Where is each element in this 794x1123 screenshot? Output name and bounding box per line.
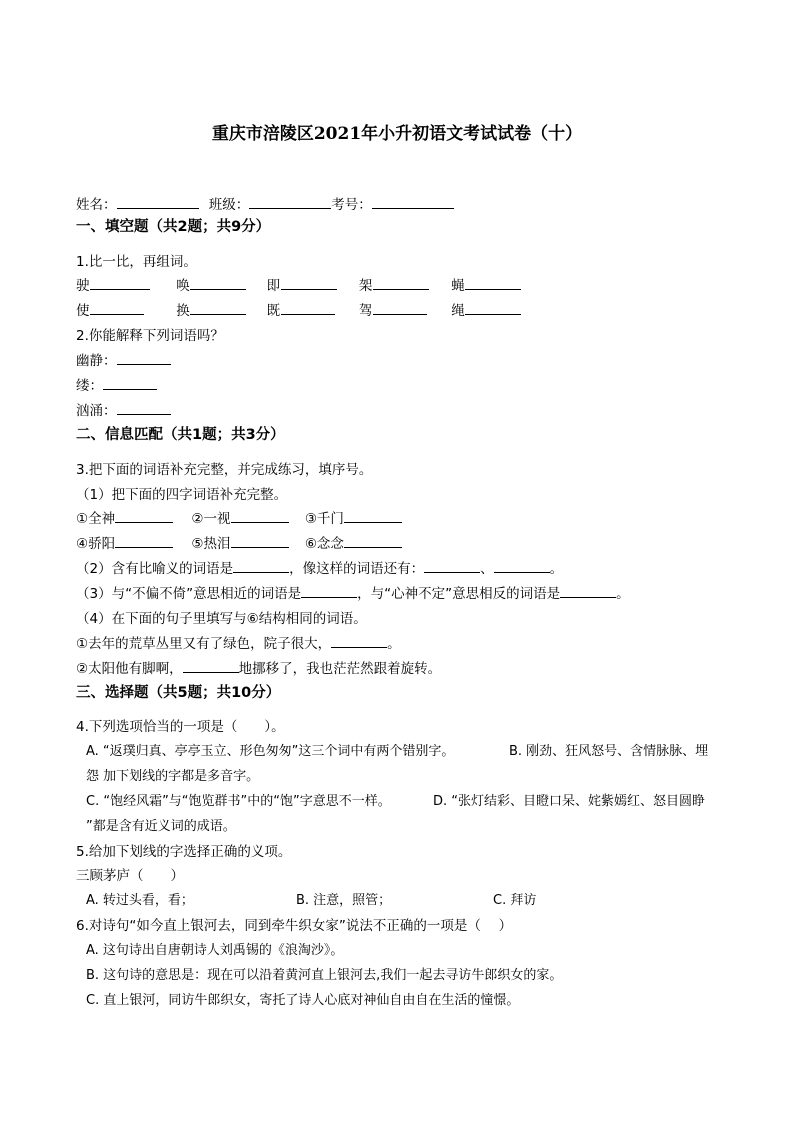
q4-option-b-continued: 怨 加下划线的字都是多音字。 [86,769,260,784]
q2-item [76,399,171,419]
q1-blank[interactable] [281,275,337,290]
q2-blank[interactable] [117,350,171,365]
q3-blank[interactable] [494,558,550,573]
q3-part-1: （1）把下面的四字词语补充完整。 [76,487,288,503]
q5-stem: 5.给加下划线的字选择正确的义项。 [76,844,292,860]
q1-char: 绳 [451,303,465,319]
q4-option-d[interactable]: D. “张灯结彩、目瞪口呆、姹紫嫣红、怒目圆睁 [433,794,706,809]
q3-blank[interactable] [301,583,357,598]
q3-row-2 [76,532,402,552]
q3-text: ②太阳他有脚啊， [76,661,183,677]
q4-option-d-continued: ”都是含有近义词的成语。 [86,819,236,834]
q3-text: 。 [616,586,630,602]
q3-word: ⑥念念 [304,536,344,552]
q3-word: ①全神 [76,511,116,527]
q1-char: 既 [266,303,281,319]
q3-blank[interactable] [231,533,289,548]
q4-option-c[interactable]: C. “饱经风霜”与“饱览群书”中的“饱”字意思不一样。 [86,794,391,809]
q3-blank[interactable] [344,508,402,523]
q3-word: ③千门 [304,511,344,527]
q1-row-1 [76,274,521,294]
q6-option-c[interactable]: C. 直上银河，同访牛郎织女，寄托了诗人心底对神仙自由自在生活的憧憬。 [86,993,520,1008]
q3-text: ，像这样的词语还有： [289,561,425,577]
q3-blank[interactable] [344,533,402,548]
q3-blank[interactable] [331,633,387,648]
q5-option-a[interactable]: A. 转过头看，看； [86,893,194,908]
q1-blank[interactable] [281,300,335,315]
name-blank[interactable] [117,194,199,209]
section-heading-1: 一、填空题（共2题；共9分） [76,219,271,235]
q3-blank[interactable] [183,658,239,673]
q3-text: （2）含有比喻义的词语是 [76,561,234,577]
q3-row-1 [76,507,402,527]
q3-blank[interactable] [424,558,480,573]
q1-blank[interactable] [190,275,246,290]
q1-char: 蝇 [451,278,465,294]
q1-char: 唤 [176,278,190,294]
number-label: 考号： [331,197,372,213]
q3-text: （3）与“不偏不倚”意思相近的词语是 [76,586,302,602]
q5-phrase: 三顾茅庐（ ） [76,868,184,884]
student-info-row [76,193,454,213]
q3-sentence-2 [76,657,441,677]
q2-blank[interactable] [117,400,171,415]
q2-item [76,374,157,394]
q1-blank[interactable] [90,300,144,315]
q3-blank[interactable] [115,533,173,548]
q1-char: 使 [76,303,90,319]
q2-word: 汹涌： [76,403,117,419]
q2-stem: 2.你能解释下列词语吗？ [76,328,224,344]
q6-option-a[interactable]: A. 这句诗出自唐朝诗人刘禹锡的《浪淘沙》。 [86,943,344,958]
q3-part-2 [76,557,563,577]
q3-blank[interactable] [233,558,289,573]
q3-word: ②一视 [191,511,231,527]
class-blank[interactable] [249,194,331,209]
q6-option-b[interactable]: B. 这句诗的意思是：现在可以沿着黄河直上银河去,我们一起去寻访牛郎织女的家。 [86,968,563,983]
q1-blank[interactable] [90,275,150,290]
q3-blank[interactable] [231,508,289,523]
q3-text: ，与“心神不定”意思相反的词语是 [357,586,561,602]
q1-char: 驶 [76,278,90,294]
section-heading-2: 二、信息匹配（共1题；共3分） [76,427,285,443]
q1-char: 架 [358,278,373,294]
q2-blank[interactable] [103,375,157,390]
section-heading-3: 三、选择题（共5题；共10分） [76,685,281,701]
class-label: 班级： [208,197,250,213]
q3-part-3 [76,582,630,602]
q2-word: 缕： [76,378,103,394]
page-title: 重庆市涪陵区2021年小升初语文考试试卷（十） [211,124,583,144]
q6-stem: 6.对诗句“如今直上银河去，同到牵牛织女家”说法不正确的一项是（ ） [76,918,513,934]
q3-blank[interactable] [560,583,616,598]
q2-item [76,349,171,369]
q4-option-a[interactable]: A. “返璞归真、亭亭玉立、形色匆匆”这三个词中有两个错别字。 [86,744,455,759]
q1-stem: 1.比一比，再组词。 [76,254,197,270]
q1-char: 驾 [358,303,373,319]
q3-word: ④骄阳 [76,536,116,552]
q1-blank[interactable] [190,300,246,315]
q4-stem: 4.下列选项恰当的一项是（ ）。 [76,719,285,735]
q3-sentence-1 [76,632,401,652]
q1-blank[interactable] [465,300,521,315]
q1-blank[interactable] [465,275,521,290]
q2-word: 幽静： [76,353,117,369]
q3-text: 地挪移了，我也茫茫然跟着旋转。 [238,661,442,677]
q5-option-c[interactable]: C. 拜访 [493,893,537,908]
name-label: 姓名： [76,197,117,213]
q1-row-2 [76,299,521,319]
q1-char: 即 [266,278,281,294]
q5-option-b[interactable]: B. 注意，照管； [296,893,392,908]
q1-char: 换 [176,303,190,319]
q4-option-b[interactable]: B. 刚劲、狂风怒号、含情脉脉、埋 [509,744,709,759]
q3-text: ①去年的荒草丛里又有了绿色，院子很大， [76,636,332,652]
q3-blank[interactable] [115,508,173,523]
q3-part-4: （4）在下面的句子里填写与⑥结构相同的词语。 [76,611,367,627]
q3-stem: 3.把下面的词语补充完整，并完成练习，填序号。 [76,462,373,478]
q1-blank[interactable] [373,275,429,290]
q3-text: 。 [387,636,401,652]
q3-word: ⑤热泪 [191,536,231,552]
q3-text: 。 [549,561,564,577]
q1-blank[interactable] [373,300,427,315]
number-blank[interactable] [372,194,454,209]
q3-text: 、 [480,561,494,577]
